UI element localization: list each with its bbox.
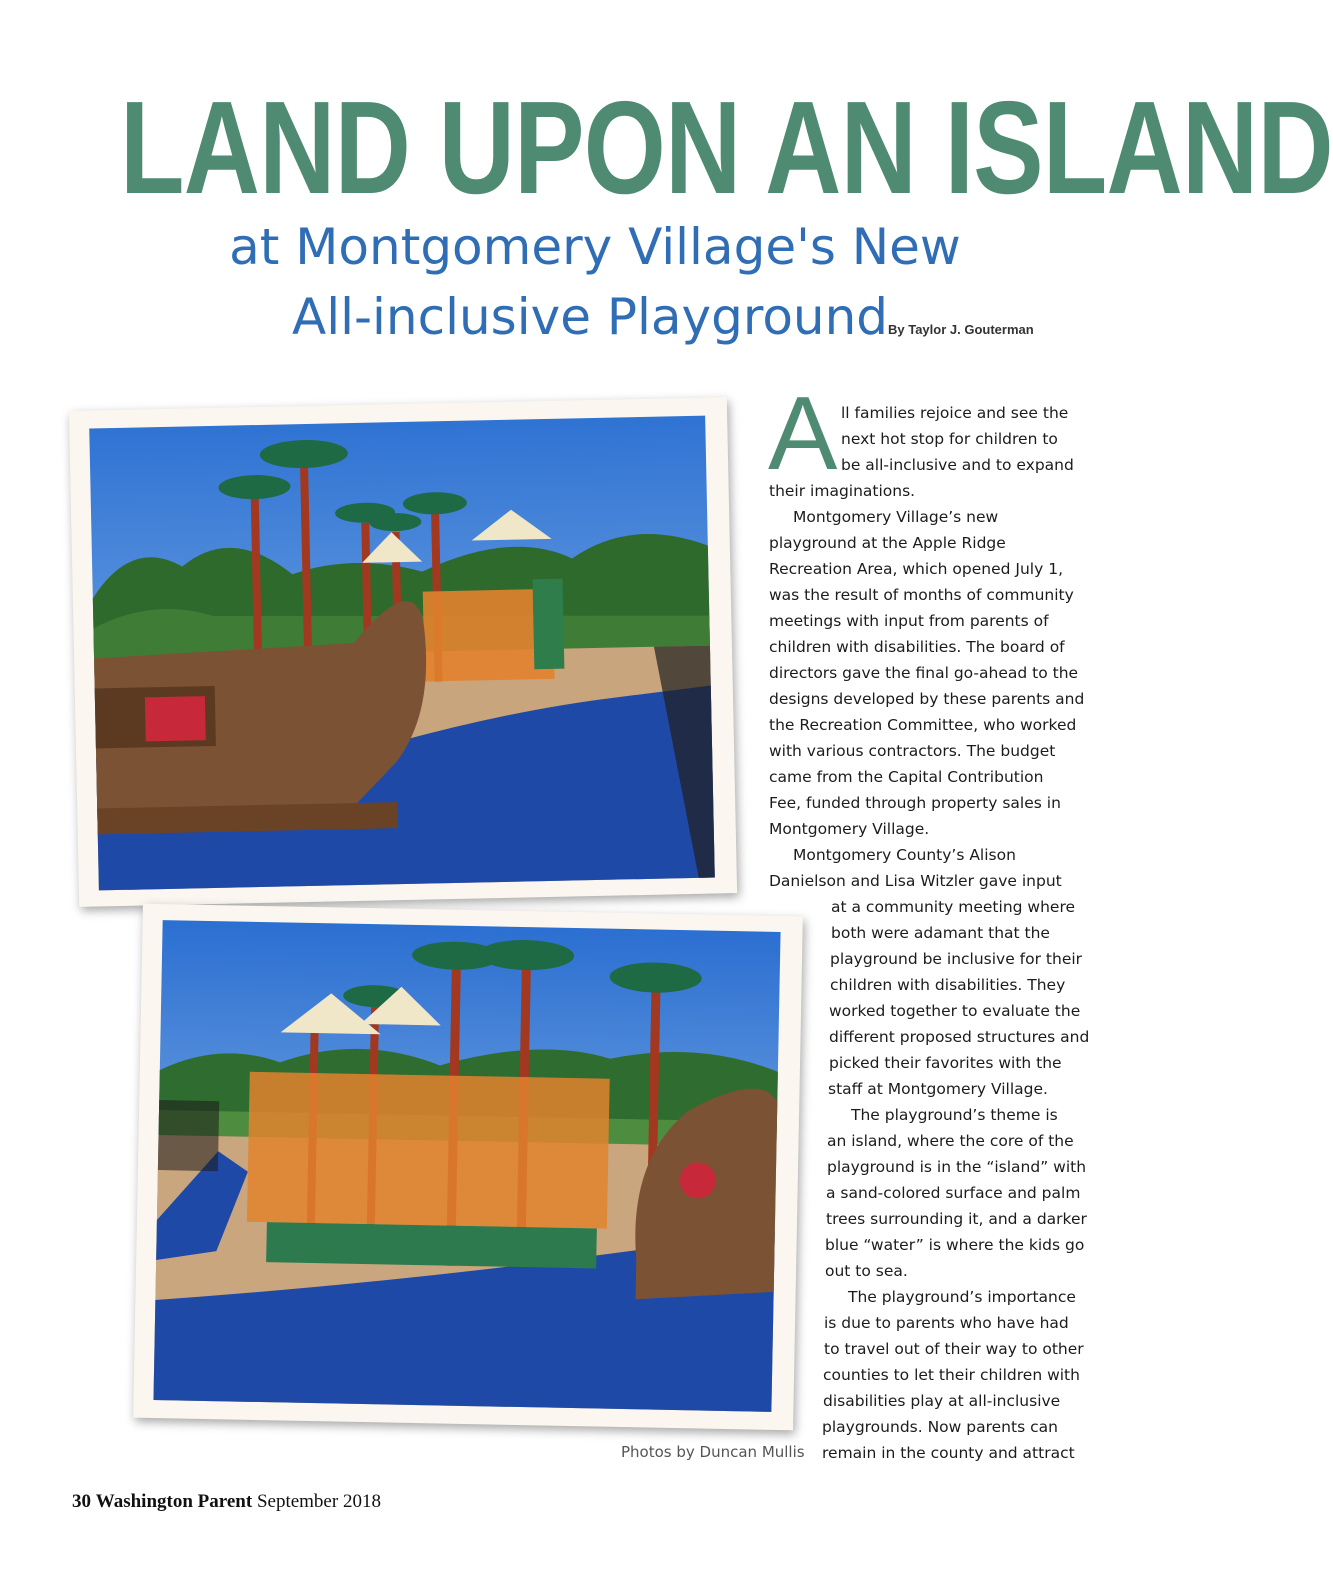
body-line: an island, where the core of the <box>827 1132 1074 1150</box>
body-line: a sand-colored surface and palm <box>826 1184 1081 1202</box>
body-line: at a community meeting where <box>831 898 1076 916</box>
body-line: playground at the Apple Ridge <box>769 534 1006 552</box>
playground-ship-photo <box>89 416 715 891</box>
page-number: 30 <box>72 1491 91 1512</box>
body-line: the Recreation Committee, who worked <box>769 716 1077 734</box>
page-footer <box>72 1491 381 1513</box>
drop-cap: A <box>768 376 838 492</box>
body-line: counties to let their children with <box>823 1366 1080 1384</box>
body-line: designs developed by these parents and <box>769 690 1085 708</box>
subtitle-line-2: All-inclusive Playground <box>292 288 889 346</box>
body-line: children with disabilities. The board of <box>769 638 1065 656</box>
body-line: children with disabilities. They <box>830 976 1066 994</box>
body-line: trees surrounding it, and a darker <box>826 1210 1087 1228</box>
playground-island-photo <box>153 920 780 1412</box>
body-line: meetings with input from parents of <box>769 612 1049 630</box>
body-line: next hot stop for children to <box>841 430 1058 448</box>
body-line: remain in the county and attract <box>822 1444 1075 1462</box>
body-line: to travel out of their way to other <box>824 1340 1084 1358</box>
publication-name: Washington Parent <box>95 1491 253 1512</box>
body-line: Montgomery County’s Alison <box>793 846 1016 864</box>
body-line: The playground’s importance <box>848 1288 1076 1306</box>
body-line: The playground’s theme is <box>851 1106 1058 1124</box>
photo-frame-ship <box>69 397 737 907</box>
body-line: playground be inclusive for their <box>830 950 1083 968</box>
body-line: their imaginations. <box>769 482 916 500</box>
body-line: directors gave the final go-ahead to the <box>769 664 1079 682</box>
body-line: be all-inclusive and to expand <box>841 456 1074 474</box>
body-line: both were adamant that the <box>831 924 1050 942</box>
body-line: picked their favorites with the <box>829 1054 1062 1072</box>
issue-date: September 2018 <box>256 1491 381 1512</box>
body-line: came from the Capital Contribution <box>769 768 1044 786</box>
body-line: Fee, funded through property sales in <box>769 794 1061 812</box>
photo-frame-island <box>133 904 803 1431</box>
body-line: Recreation Area, which opened July 1, <box>769 560 1063 578</box>
body-line: Danielson and Lisa Witzler gave input <box>769 872 1062 890</box>
photo-credit: Photos by Duncan Mullis <box>621 1443 805 1461</box>
body-line: is due to parents who have had <box>824 1314 1069 1332</box>
byline: By Taylor J. Gouterman <box>888 322 1034 337</box>
body-line: different proposed structures and <box>829 1028 1090 1046</box>
body-line: was the result of months of community <box>769 586 1074 604</box>
body-line: Montgomery Village’s new <box>793 508 999 526</box>
body-line: disabilities play at all-inclusive <box>823 1392 1061 1410</box>
body-line: Montgomery Village. <box>769 820 930 838</box>
body-line: playgrounds. Now parents can <box>822 1418 1058 1436</box>
body-line: blue “water” is where the kids go <box>825 1236 1085 1254</box>
body-line: with various contractors. The budget <box>769 742 1056 760</box>
body-line: playground is in the “island” with <box>827 1158 1087 1176</box>
body-line: worked together to evaluate the <box>829 1002 1081 1020</box>
body-line: ll families rejoice and see the <box>841 404 1069 422</box>
body-line: staff at Montgomery Village. <box>828 1080 1048 1098</box>
body-line: out to sea. <box>825 1262 908 1280</box>
subtitle-line-1: at Montgomery Village's New <box>229 218 961 276</box>
headline: LAND UPON AN ISLAND <box>120 74 1333 221</box>
